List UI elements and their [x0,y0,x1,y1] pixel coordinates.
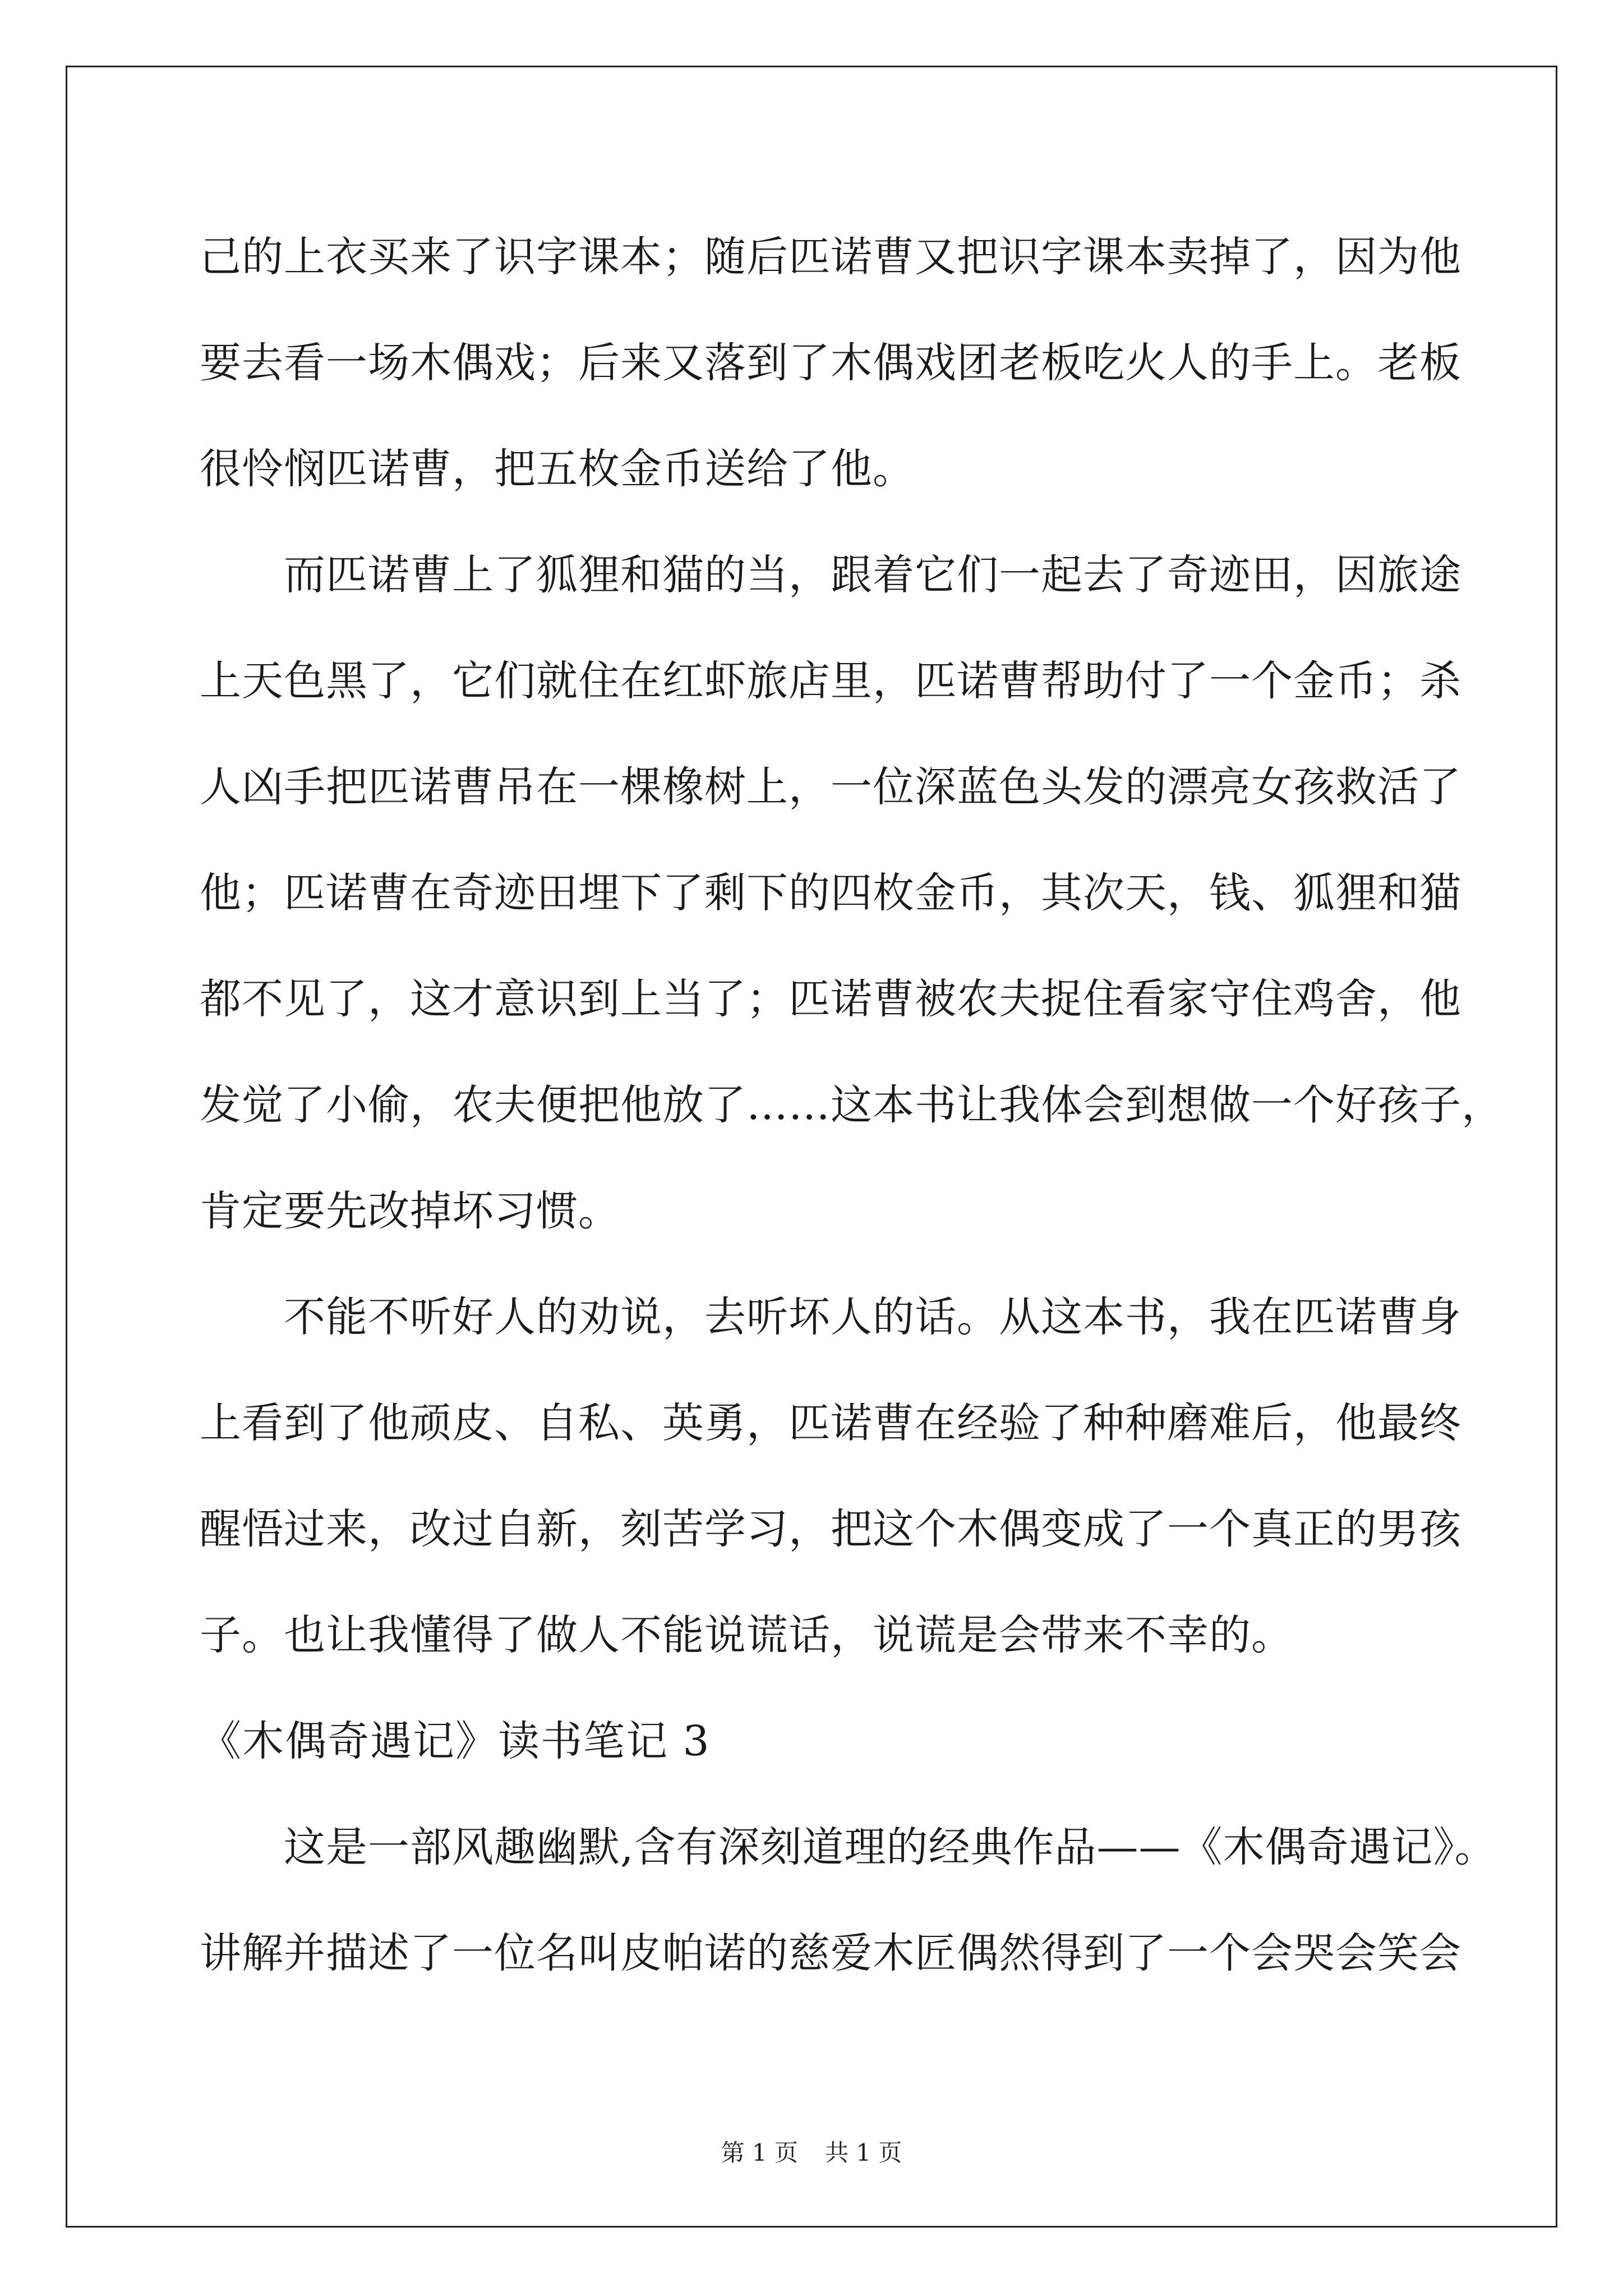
paragraph-start-line: 而匹诺曹上了狐狸和猫的当，跟着它们一起去了奇迹田，因旅途 [284,551,1461,599]
section-heading: 《木偶奇遇记》读书笔记 3 [200,1717,711,1765]
body-line: 醒悟过来，改过自新，刻苦学习，把这个木偶变成了一个真正的男孩 [200,1505,1461,1553]
body-line: 肯定要先改掉坏习惯。 [200,1187,620,1235]
body-line: 很怜悯匹诺曹，把五枚金币送给了他。 [200,445,915,493]
body-line: 都不见了，这才意识到上当了；匹诺曹被农夫捉住看家守住鸡舍，他 [200,975,1461,1023]
paragraph-start-line: 不能不听好人的劝说，去听坏人的话。从这本书，我在匹诺曹身 [284,1293,1461,1341]
page-number-current: 第 1 页 [721,2139,798,2166]
body-line: 讲解并描述了一位名叫皮帕诺的慈爱木匠偶然得到了一个会哭会笑会 [200,1929,1461,1977]
body-line: 己的上衣买来了识字课本；随后匹诺曹又把识字课本卖掉了，因为他 [200,233,1461,281]
document-body [200,204,1546,2007]
body-line: 他；匹诺曹在奇迹田埋下了剩下的四枚金币，其次天，钱、狐狸和猫 [200,869,1461,917]
body-line: 上看到了他顽皮、自私、英勇，匹诺曹在经验了种种磨难后，他最终 [200,1399,1461,1447]
body-line: 人凶手把匹诺曹吊在一棵橡树上，一位深蓝色头发的漂亮女孩救活了 [200,763,1461,811]
paragraph-start-line: 这是一部风趣幽默,含有深刻道理的经典作品——《木偶奇遇记》。 [284,1823,1497,1871]
body-line: 子。也让我懂得了做人不能说谎话，说谎是会带来不幸的。 [200,1611,1293,1659]
body-line: 要去看一场木偶戏；后来又落到了木偶戏团老板吃火人的手上。老板 [200,339,1461,387]
body-line: 上天色黑了，它们就住在红虾旅店里，匹诺曹帮助付了一个金币；杀 [200,657,1461,705]
body-line: 发觉了小偷，农夫便把他放了……这本书让我体会到想做一个好孩子， [200,1081,1504,1129]
page-number-total: 共 1 页 [825,2139,902,2166]
page-footer [0,2136,1623,2170]
